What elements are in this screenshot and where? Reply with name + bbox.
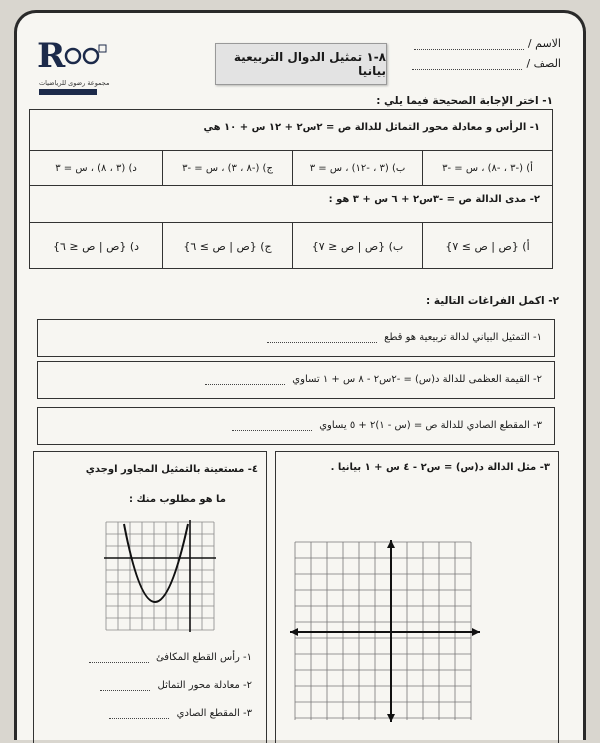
given-parabola-graph (104, 520, 216, 632)
q1-options-row (30, 150, 552, 186)
q1-option-a[interactable]: أ) (-٣ ، -٨) ، س = -٣ (422, 151, 552, 185)
logo-letters: R (37, 36, 66, 76)
q2-option-b[interactable]: ب) {ص | ص ≤ ٧} (292, 223, 422, 269)
graph-answer-2: ٢- معادلة محور التماثل (52, 680, 252, 691)
q2-option-a[interactable]: أ) {ص | ص ≥ ٧} (422, 223, 552, 269)
q2-option-d[interactable]: د) {ص | ص ≤ ٦} (52, 239, 140, 253)
y-axis-arrow-up (387, 540, 395, 548)
section1-heading: ١- اختر الإجابة الصحيحة فيما يلي : (376, 95, 553, 107)
logo-flower-icon (61, 43, 107, 69)
q2-options-row (30, 222, 552, 269)
graph-function-box (275, 451, 559, 743)
graph-answer-1: ١- رأس القطع المكافئ (52, 652, 252, 663)
q1-option-d[interactable]: د) (٣ ، ٨) ، س = ٣ (55, 162, 137, 174)
fill-item-3-box (37, 407, 555, 445)
name-label: الاسم / (527, 37, 561, 50)
graph-function-title: ٣- مثل الدالة د(س) = س٢ - ٤ س + ١ بيانيا . (330, 462, 550, 473)
blank-coordinate-grid[interactable] (290, 540, 480, 722)
logo (37, 37, 117, 97)
logo-bar (39, 89, 97, 95)
x-axis-arrow-left (290, 628, 298, 636)
fill-item-1: ١- التمثيل البياني لدالة تربيعية هو قطع (267, 332, 542, 343)
graph-answer-3: ٣- المقطع الصادي (52, 708, 252, 719)
class-label: الصف / (526, 57, 561, 70)
logo-subtitle: مجموعة رضوى للرياضيات (39, 79, 110, 87)
fill-item-3: ٣- المقطع الصادي للدالة ص = (س - ١)٢ + ٥ يساوي (232, 420, 542, 431)
fill-blank-1[interactable] (267, 342, 377, 343)
graph-blank-1[interactable] (89, 662, 149, 663)
lesson-title: ٨-١ تمثيل الدوال التربيعية بيانيا (215, 43, 387, 85)
graph-reading-title: ٤- مستعينة بالتمثيل المجاور اوجدي (85, 464, 258, 475)
worksheet-page (14, 10, 586, 740)
x-axis-arrow-right (472, 628, 480, 636)
fill-blank-3[interactable] (232, 430, 312, 431)
q1-option-b[interactable]: ب) (٣ ، -١٢) ، س = ٣ (292, 151, 422, 185)
graph-blank-2[interactable] (100, 690, 150, 691)
fill-item-2-box (37, 361, 555, 399)
name-field[interactable] (391, 37, 561, 50)
class-field[interactable] (391, 57, 561, 70)
q2-option-c[interactable]: ج) {ص | ص ≥ ٦} (162, 223, 292, 269)
mcq-table (29, 109, 553, 269)
fill-item-1-box (37, 319, 555, 357)
graph-reading-subtitle: ما هو مطلوب منك : (129, 494, 226, 505)
section2-heading: ٢- اكمل الفراغات التالية : (426, 295, 559, 307)
graph-reading-box (33, 451, 267, 743)
graph-blank-3[interactable] (109, 718, 169, 719)
fill-blank-2[interactable] (205, 384, 285, 385)
q1-option-c[interactable]: ج) (-٨ ، ٣) ، س = -٣ (162, 151, 292, 185)
q1-text: ١- الرأس و معادلة محور التماثل للدالة ص = ٢س٢ + ١٢ س + ١٠ هي (203, 122, 540, 133)
fill-item-2: ٢- القيمة العظمى للدالة د(س) = -٢س٢ - ٨ س + ١ تساوي (205, 374, 542, 385)
q2-text: ٢- مدى الدالة ص = -٣س٢ + ٦ س + ٣ هو : (328, 194, 540, 205)
